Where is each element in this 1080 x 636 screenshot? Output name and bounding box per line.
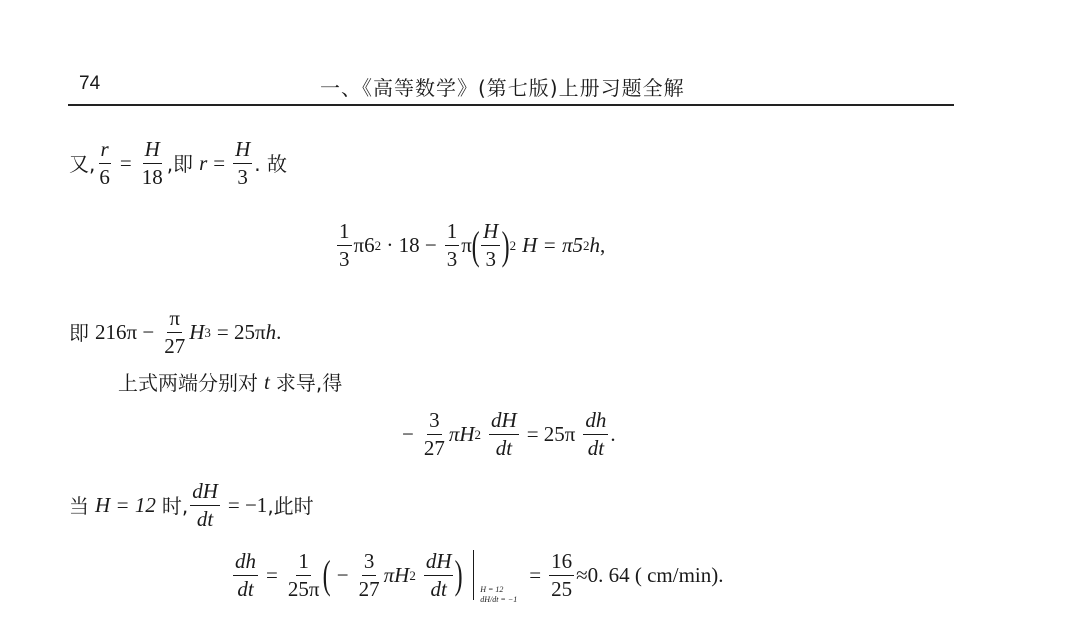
equation-1 bbox=[335, 220, 605, 271]
line4-prefix: 当 bbox=[69, 493, 89, 518]
eq1-term-b: · 18 − bbox=[381, 233, 437, 258]
frac-den: 27 bbox=[164, 334, 186, 359]
frac-den: 27 bbox=[423, 436, 445, 461]
cond-dHdt: dH/dt = −1 bbox=[480, 595, 518, 605]
cond-H: H = 12 bbox=[480, 585, 504, 594]
exponent: 2 bbox=[583, 238, 590, 254]
frac-num: r bbox=[99, 138, 111, 164]
text-line-4 bbox=[69, 480, 314, 531]
eq1-term-d: H = π5 bbox=[522, 233, 583, 258]
frac-den: dt bbox=[587, 436, 605, 461]
frac-num: H bbox=[143, 138, 162, 164]
frac-num: dH bbox=[424, 550, 454, 576]
frac-num: dh bbox=[233, 550, 258, 576]
fraction-dh-dt bbox=[233, 550, 258, 601]
line3-text-b: 求导,得 bbox=[275, 370, 343, 395]
var-r: r bbox=[199, 151, 208, 176]
line4-text-a: 时, bbox=[161, 493, 189, 518]
line2-rest: = 25π bbox=[216, 320, 266, 345]
fraction-dH-dt bbox=[190, 480, 220, 531]
frac-num: dH bbox=[190, 480, 220, 506]
fraction-16-over-25 bbox=[549, 550, 574, 601]
fraction-3-over-27 bbox=[422, 409, 447, 460]
exponent: 3 bbox=[204, 325, 211, 341]
eq2-mid: = 25π bbox=[526, 422, 576, 447]
fraction-dH-dt bbox=[424, 550, 454, 601]
result-value: ≈0. 64 ( cm/min). bbox=[576, 562, 724, 587]
eq1-pi: π bbox=[461, 233, 472, 258]
frac-num: 1 bbox=[337, 220, 352, 246]
frac-den: 6 bbox=[99, 165, 110, 190]
var-t: t bbox=[264, 370, 270, 394]
fraction-dh-dt bbox=[583, 409, 608, 460]
fraction-H-over-3 bbox=[481, 220, 500, 271]
running-title: 一、《高等数学》(第七版)上册习题全解 bbox=[320, 76, 685, 100]
fraction-pi-over-27 bbox=[162, 307, 187, 358]
fraction-1-over-3 bbox=[445, 220, 460, 271]
exponent: 2 bbox=[474, 427, 482, 443]
text-line-3 bbox=[118, 372, 342, 393]
frac-den: 3 bbox=[237, 165, 248, 190]
frac-num: 1 bbox=[296, 550, 311, 576]
frac-num: H bbox=[233, 138, 252, 164]
var-H: H bbox=[189, 320, 205, 345]
var-h: h bbox=[589, 233, 600, 258]
fraction-1-over-3 bbox=[337, 220, 352, 271]
fraction-H-over-3 bbox=[233, 138, 252, 189]
exponent: 2 bbox=[409, 567, 416, 583]
line1-suffix: . 故 bbox=[254, 151, 287, 176]
line3-text-a: 上式两端分别对 bbox=[118, 370, 258, 395]
condition-H: H = 12 bbox=[95, 493, 156, 518]
equals: = bbox=[213, 151, 226, 176]
frac-num: π bbox=[167, 307, 182, 333]
left-paren: ( bbox=[471, 222, 480, 268]
period: . bbox=[276, 320, 282, 345]
frac-den: dt bbox=[430, 576, 447, 601]
frac-den: 3 bbox=[339, 247, 350, 272]
fraction-H-over-18 bbox=[140, 138, 165, 189]
line1-prefix: 又, bbox=[69, 151, 96, 176]
eq1-term-a: π6 bbox=[353, 233, 375, 258]
page-number: 74 bbox=[79, 73, 101, 94]
fraction-3-over-27 bbox=[357, 550, 382, 601]
var-h: h bbox=[265, 320, 277, 345]
frac-num: 3 bbox=[362, 550, 377, 576]
fraction-dH-dt bbox=[489, 409, 519, 460]
value: = −1 bbox=[227, 493, 268, 518]
line1-mid: ,即 bbox=[166, 151, 194, 176]
evaluation-bar bbox=[473, 550, 474, 600]
eq2-term-a: πH bbox=[448, 422, 475, 447]
frac-num: dh bbox=[583, 409, 608, 435]
fraction-r-over-6 bbox=[97, 138, 112, 189]
fraction-1-over-25pi bbox=[286, 550, 322, 601]
frac-den: dt bbox=[237, 576, 254, 601]
exponent: 2 bbox=[509, 238, 517, 254]
frac-num: 1 bbox=[445, 220, 460, 246]
text-line-2 bbox=[69, 307, 281, 358]
frac-num: 16 bbox=[549, 550, 574, 576]
equation-2 bbox=[402, 409, 616, 460]
header-rule bbox=[68, 104, 954, 106]
frac-den: dt bbox=[196, 507, 214, 532]
right-paren: ) bbox=[501, 222, 510, 268]
equals: = bbox=[119, 151, 132, 176]
eq3-term-a: πH bbox=[383, 562, 410, 587]
evaluation-conditions bbox=[480, 585, 517, 606]
frac-num: H bbox=[481, 220, 500, 246]
frac-den: 25 bbox=[551, 576, 573, 601]
equation-3 bbox=[231, 545, 724, 606]
frac-den: 3 bbox=[446, 247, 458, 272]
line4-text-b: ,此时 bbox=[267, 493, 314, 518]
left-paren: ( bbox=[323, 552, 332, 598]
exponent: 2 bbox=[374, 238, 382, 254]
frac-den: 25π bbox=[287, 576, 320, 601]
frac-num: dH bbox=[489, 409, 519, 435]
period: . bbox=[610, 422, 616, 447]
minus-sign: − bbox=[402, 422, 414, 447]
equals: = bbox=[266, 562, 278, 587]
frac-den: 27 bbox=[358, 576, 380, 601]
comma: , bbox=[600, 233, 606, 258]
frac-den: dt bbox=[495, 436, 513, 461]
right-paren: ) bbox=[455, 552, 464, 598]
equals: = bbox=[529, 562, 542, 587]
minus-sign: − bbox=[336, 562, 349, 587]
frac-den: 18 bbox=[141, 165, 163, 190]
line2-term-a: 216π − bbox=[95, 320, 155, 345]
frac-den: 3 bbox=[485, 247, 496, 272]
line2-prefix: 即 bbox=[69, 320, 89, 345]
frac-num: 3 bbox=[427, 409, 442, 435]
text-line-1 bbox=[69, 138, 287, 189]
